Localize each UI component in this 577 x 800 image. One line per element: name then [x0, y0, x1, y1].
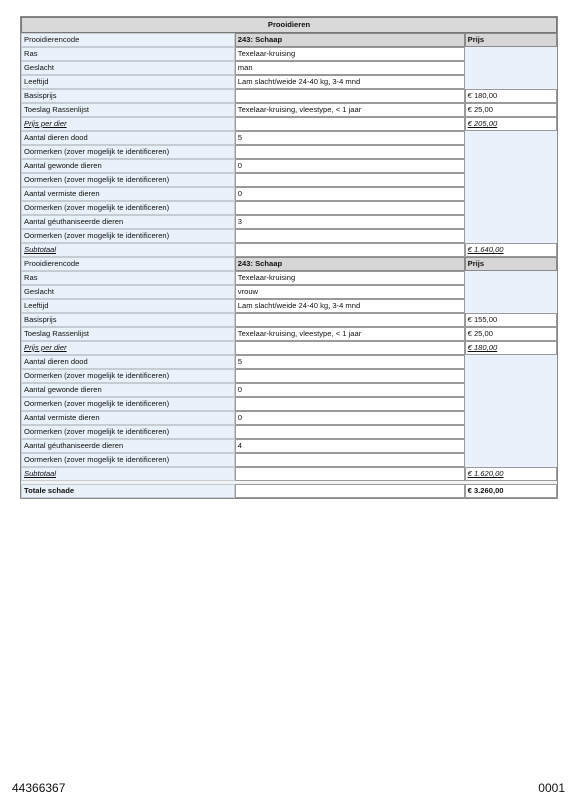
- row-label: Aantal vermiste dieren: [21, 187, 235, 201]
- prey-animals-table: [20, 16, 558, 499]
- row-label: Subtotaal: [21, 467, 235, 481]
- table-row: [21, 173, 557, 187]
- table-caption-row: [21, 17, 557, 33]
- row-value: Lam slacht/weide 24-40 kg, 3-4 mnd: [235, 75, 465, 89]
- row-value: [235, 89, 465, 103]
- row-value: [235, 369, 465, 383]
- table-row: [21, 103, 557, 117]
- row-label: Prooidierencode: [21, 257, 235, 271]
- total-label: Totale schade: [21, 484, 235, 498]
- row-value: 0: [235, 411, 465, 425]
- row-price: [465, 439, 557, 453]
- row-label: Oormerken (zover mogelijk te identificeren): [21, 453, 235, 467]
- row-price: [465, 215, 557, 229]
- row-price: € 25,00: [465, 103, 557, 117]
- row-value: 3: [235, 215, 465, 229]
- row-price: [465, 173, 557, 187]
- table-row: [21, 355, 557, 369]
- row-value: 4: [235, 439, 465, 453]
- row-price: € 180,00: [465, 341, 557, 355]
- table-row: [21, 397, 557, 411]
- table-row: [21, 61, 557, 75]
- table-row: [21, 145, 557, 159]
- row-label: Toeslag Rassenlijst: [21, 327, 235, 341]
- row-price: € 155,00: [465, 313, 557, 327]
- row-label: Oormerken (zover mogelijk te identificeren): [21, 369, 235, 383]
- row-label: Geslacht: [21, 285, 235, 299]
- table-row: [21, 159, 557, 173]
- document-number: 44366367: [12, 781, 66, 795]
- row-label: Geslacht: [21, 61, 235, 75]
- row-label: Ras: [21, 47, 235, 61]
- table-row: [21, 299, 557, 313]
- row-label: Ras: [21, 271, 235, 285]
- row-label: Aantal gewonde dieren: [21, 383, 235, 397]
- row-label: Oormerken (zover mogelijk te identificeren): [21, 145, 235, 159]
- row-price: € 1.640,00: [465, 243, 557, 257]
- table-row: [21, 243, 557, 257]
- row-price: [465, 187, 557, 201]
- row-value: Lam slacht/weide 24-40 kg, 3-4 mnd: [235, 299, 465, 313]
- row-value: [235, 313, 465, 327]
- row-label: Aantal géuthaniseerde dieren: [21, 215, 235, 229]
- row-label: Basisprijs: [21, 313, 235, 327]
- row-label: Prijs per dier: [21, 341, 235, 355]
- row-label: Prijs per dier: [21, 117, 235, 131]
- row-value: [235, 173, 465, 187]
- page-number: 0001: [538, 781, 565, 795]
- row-price: Prijs: [465, 33, 557, 47]
- row-price: € 1.620,00: [465, 467, 557, 481]
- row-value: Texelaar-kruising, vleestype, < 1 jaar: [235, 327, 465, 341]
- row-value: [235, 397, 465, 411]
- row-price: [465, 355, 557, 369]
- row-price: Prijs: [465, 257, 557, 271]
- row-price: [465, 47, 557, 61]
- row-price: [465, 411, 557, 425]
- table-row: [21, 47, 557, 61]
- row-value: [235, 229, 465, 243]
- table-row: [21, 285, 557, 299]
- table-row: [21, 369, 557, 383]
- row-price: € 25,00: [465, 327, 557, 341]
- table-row: [21, 411, 557, 425]
- total-price: € 3.260,00: [465, 484, 557, 498]
- table-row: [21, 453, 557, 467]
- row-value: Texelaar-kruising, vleestype, < 1 jaar: [235, 103, 465, 117]
- total-value: [235, 484, 465, 498]
- row-label: Aantal géuthaniseerde dieren: [21, 439, 235, 453]
- row-label: Leeftijd: [21, 299, 235, 313]
- row-price: [465, 397, 557, 411]
- table-row: [21, 75, 557, 89]
- table-row: [21, 313, 557, 327]
- row-price: [465, 285, 557, 299]
- row-label: Oormerken (zover mogelijk te identificeren): [21, 201, 235, 215]
- row-price: [465, 271, 557, 285]
- row-label: Basisprijs: [21, 89, 235, 103]
- row-value: 0: [235, 383, 465, 397]
- row-value: [235, 467, 465, 481]
- row-value: [235, 117, 465, 131]
- table-row: [21, 257, 557, 271]
- row-label: Aantal gewonde dieren: [21, 159, 235, 173]
- table-row: [21, 425, 557, 439]
- table-row: [21, 89, 557, 103]
- row-value: [235, 243, 465, 257]
- row-value: 5: [235, 131, 465, 145]
- row-price: [465, 383, 557, 397]
- row-label: Prooidierencode: [21, 33, 235, 47]
- row-label: Oormerken (zover mogelijk te identificeren): [21, 397, 235, 411]
- row-label: Leeftijd: [21, 75, 235, 89]
- row-value: [235, 425, 465, 439]
- row-price: [465, 61, 557, 75]
- row-value: vrouw: [235, 285, 465, 299]
- row-price: [465, 369, 557, 383]
- row-label: Oormerken (zover mogelijk te identificeren): [21, 425, 235, 439]
- row-value: 0: [235, 187, 465, 201]
- row-value: Texelaar-kruising: [235, 271, 465, 285]
- row-value: [235, 341, 465, 355]
- row-label: Aantal dieren dood: [21, 355, 235, 369]
- row-price: [465, 229, 557, 243]
- row-label: Oormerken (zover mogelijk te identificeren): [21, 173, 235, 187]
- row-label: Aantal dieren dood: [21, 131, 235, 145]
- row-value: 5: [235, 355, 465, 369]
- row-value: 0: [235, 159, 465, 173]
- table-row: [21, 117, 557, 131]
- row-price: € 180,00: [465, 89, 557, 103]
- table-row: [21, 341, 557, 355]
- table-row: [21, 271, 557, 285]
- row-value: 243: Schaap: [235, 33, 465, 47]
- row-value: [235, 453, 465, 467]
- row-price: [465, 299, 557, 313]
- row-price: [465, 75, 557, 89]
- table-row: [21, 33, 557, 47]
- damage-report-sheet: [20, 16, 558, 499]
- row-price: € 205,00: [465, 117, 557, 131]
- row-value: Texelaar-kruising: [235, 47, 465, 61]
- row-price: [465, 131, 557, 145]
- table-row: [21, 229, 557, 243]
- row-label: Oormerken (zover mogelijk te identificeren): [21, 229, 235, 243]
- row-label: Aantal vermiste dieren: [21, 411, 235, 425]
- row-price: [465, 453, 557, 467]
- table-row: [21, 383, 557, 397]
- row-price: [465, 425, 557, 439]
- table-row: [21, 467, 557, 481]
- row-value: man: [235, 61, 465, 75]
- row-value: 243: Schaap: [235, 257, 465, 271]
- row-price: [465, 145, 557, 159]
- row-price: [465, 201, 557, 215]
- table-row: [21, 215, 557, 229]
- table-row: [21, 201, 557, 215]
- table-row: [21, 187, 557, 201]
- total-row: [21, 484, 557, 498]
- row-value: [235, 145, 465, 159]
- table-row: [21, 327, 557, 341]
- table-caption: Prooidieren: [21, 17, 557, 33]
- row-label: Toeslag Rassenlijst: [21, 103, 235, 117]
- table-row: [21, 131, 557, 145]
- row-value: [235, 201, 465, 215]
- row-label: Subtotaal: [21, 243, 235, 257]
- table-row: [21, 439, 557, 453]
- row-price: [465, 159, 557, 173]
